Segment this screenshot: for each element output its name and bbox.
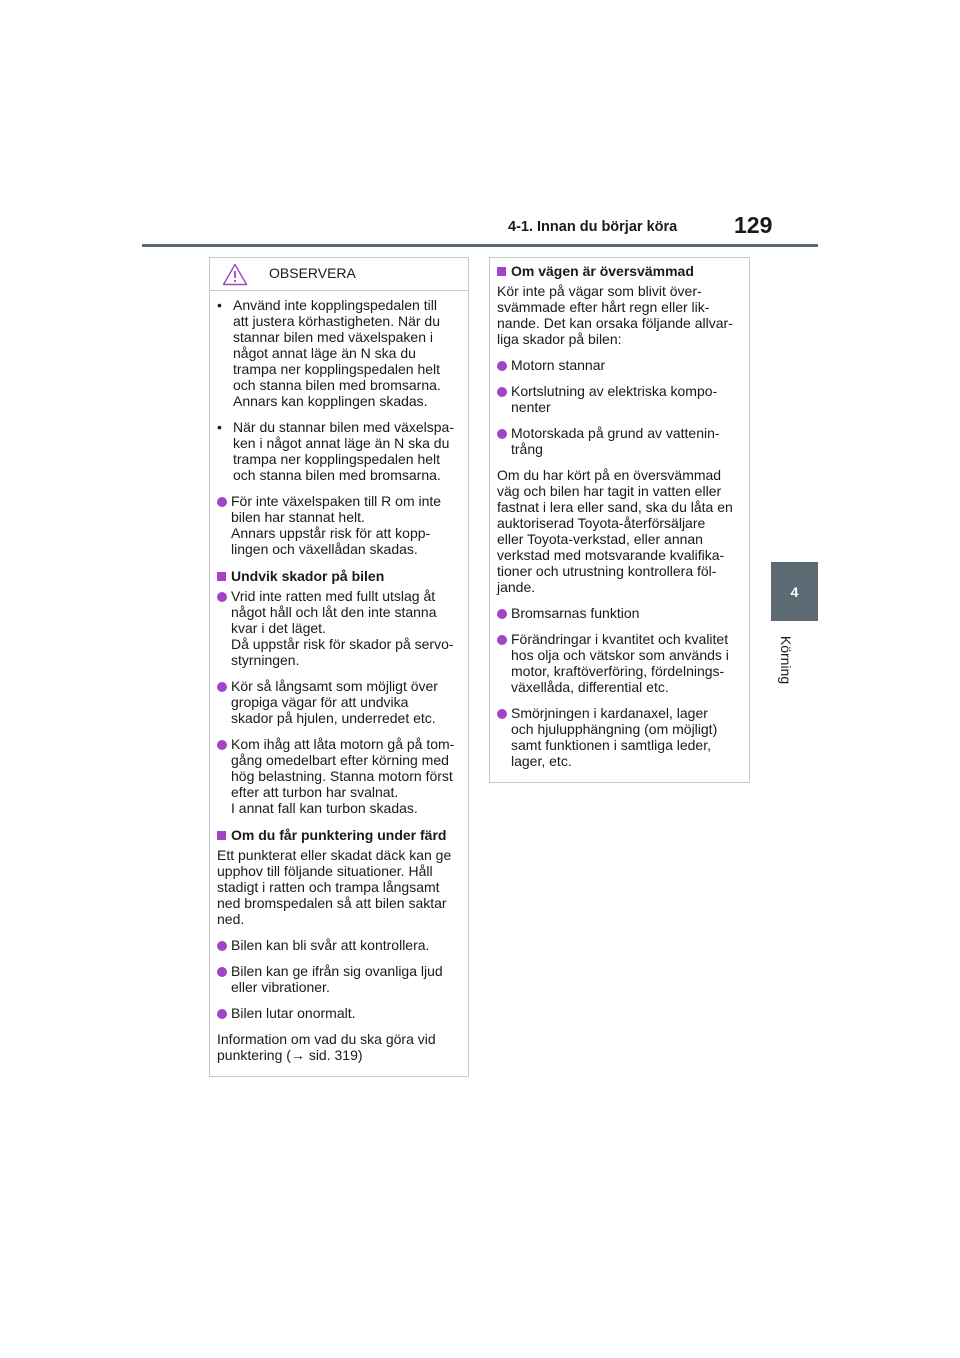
text-line: bilen har stannat helt.: [231, 509, 365, 525]
text-line: Information om vad du ska göra vid: [217, 1031, 436, 1047]
warning-triangle-icon: [222, 263, 248, 286]
text-line: ken i något annat läge än N ska du: [233, 435, 450, 451]
text-line: Annars kan kopplingen skadas.: [233, 393, 428, 409]
text-line: trång: [511, 441, 543, 457]
text-line: trampa ner kopplingspedalen helt: [233, 361, 441, 377]
text-line: liga skador på bilen:: [497, 331, 622, 347]
text-line: samt funktionen i samtliga leder,: [511, 737, 711, 753]
text-line: Bilen kan ge ifrån sig ovanliga ljud: [231, 963, 443, 979]
text-line: nenter: [511, 399, 551, 415]
square-bullet-icon: [217, 572, 226, 581]
paragraph: [497, 467, 742, 595]
text-line: När du stannar bilen med växelspa-: [233, 419, 455, 435]
bullet-icon: [497, 429, 507, 439]
list-item: • Använd inte kopplingspedalen till att justera körhastigheten. När du stannar bilen med växelspaken i något annat läge än N ska du trampa ner kopplingspedalen helt och stanna bilen med bromsarna. Annars kan kopplingen skadas.: [217, 297, 461, 409]
text-line: ned bromspedalen så att bilen saktar: [217, 895, 447, 911]
section-title: 4-1. Innan du börjar köra: [508, 219, 678, 235]
bullet-icon: [217, 967, 227, 977]
text-line: verkstad med motsvarande kvalifika-: [497, 547, 725, 563]
list-item: [497, 357, 742, 373]
square-bullet-icon: [217, 831, 226, 840]
list-item: • När du stannar bilen med växelspa- ken i något annat läge än N ska du trampa ner kopplingspedalen helt och stanna bilen med bromsarna.: [217, 419, 461, 483]
list-item: [497, 425, 742, 457]
list-item: [217, 493, 461, 557]
text-line: Kör inte på vägar som blivit över-: [497, 283, 702, 299]
text-line: väg och bilen har tagit in vatten eller: [497, 483, 722, 499]
text-line: Kom ihåg att låta motorn gå på tom-: [231, 736, 455, 752]
paragraph: [497, 283, 742, 347]
text-line: Om du har kört på en översvämmad: [497, 467, 722, 483]
header-rule: [142, 244, 818, 247]
bullet-icon: [497, 387, 507, 397]
text-line: hos olja och vätskor som används i: [511, 647, 729, 663]
text-line: och hjulupphängning (om möjligt): [511, 721, 718, 737]
bullet-icon: [497, 635, 507, 645]
text-line: eller vibrationer.: [231, 979, 330, 995]
text-line: trampa ner kopplingspedalen helt: [233, 451, 441, 467]
bullet-icon: [217, 740, 227, 750]
subheading: Undvik skador på bilen: [217, 568, 461, 584]
text-line: eller Toyota-verkstad, eller annan: [497, 531, 703, 547]
caution-title: OBSERVERA: [269, 265, 356, 281]
list-item: [497, 631, 742, 695]
text-line: och stanna bilen med bromsarna.: [233, 467, 441, 483]
page-number: 129: [734, 212, 773, 238]
text-line: ned.: [217, 911, 245, 927]
text-line: och stanna bilen med bromsarna.: [233, 377, 441, 393]
chapter-tab: 4: [771, 562, 818, 621]
bullet-icon: [497, 609, 507, 619]
text-line: stannar bilen med växelspaken i: [233, 329, 434, 345]
bullet-icon: [217, 592, 227, 602]
text-line: svämmade efter hårt regn eller lik-: [497, 299, 710, 315]
bullet-icon: [217, 1009, 227, 1019]
text-line: lingen och växellådan skadas.: [231, 541, 418, 557]
text-line: Vrid inte ratten med fullt utslag åt: [231, 588, 436, 604]
text-line: Förändringar i kvantitet och kvalitet: [511, 631, 729, 647]
caution-header: [210, 258, 468, 291]
text-line: Kör så långsamt som möjligt över: [231, 678, 438, 694]
text-line: nande. Det kan orsaka följande allvar-: [497, 315, 733, 331]
caution-content: [210, 297, 468, 1063]
list-item: [217, 963, 461, 995]
text-line: Bromsarnas funktion: [511, 605, 640, 621]
list-item: [497, 605, 742, 621]
text-line: skador på hjulen, underredet etc.: [231, 710, 436, 726]
paragraph: [217, 1031, 461, 1063]
text-line: styrningen.: [231, 652, 300, 668]
text-line: gropiga vägar för att undvika: [231, 694, 409, 710]
list-item: [217, 937, 461, 953]
list-item: [497, 705, 742, 769]
text-line: Motorn stannar: [511, 357, 606, 373]
square-bullet-icon: [497, 267, 506, 276]
text-line: Annars uppstår risk för att kopp-: [231, 525, 431, 541]
subheading: Om du får punktering under färd: [217, 827, 461, 843]
list-item: [217, 678, 461, 726]
text-line: gång omedelbart efter körning med: [231, 752, 449, 768]
bullet-icon: [217, 682, 227, 692]
text-line: lager, etc.: [511, 753, 572, 769]
subheading: Om vägen är översvämmad: [497, 263, 742, 279]
text-line: Bilen lutar onormalt.: [231, 1005, 356, 1021]
bullet-icon: [497, 709, 507, 719]
text-line: För inte växelspaken till R om inte: [231, 493, 442, 509]
flood-box: [489, 257, 750, 783]
bullet-icon: [217, 941, 227, 951]
text-line: Då uppstår risk för skador på servo-: [231, 636, 454, 652]
text-line: Kortslutning av elektriska kompo-: [511, 383, 718, 399]
bullet-icon: [497, 361, 507, 371]
paragraph: [217, 847, 461, 927]
text-line: att justera körhastigheten. När du: [233, 313, 441, 329]
text-line: Ett punkterat eller skadat däck kan ge: [217, 847, 452, 863]
text-line: Bilen kan bli svår att kontrollera.: [231, 937, 430, 953]
text-line: växellåda, differential etc.: [511, 679, 669, 695]
list-item: [217, 1005, 461, 1021]
text-line: upphov till följande situationer. Håll: [217, 863, 433, 879]
bullet-icon: [217, 497, 227, 507]
text-line: hög belastning. Stanna motorn först: [231, 768, 453, 784]
text-line: Motorskada på grund av vattenin-: [511, 425, 720, 441]
text-line: I annat fall kan turbon skadas.: [231, 800, 418, 816]
text-line: Smörjningen i kardanaxel, lager: [511, 705, 708, 721]
text-line: Använd inte kopplingspedalen till: [233, 297, 437, 313]
text-line: fastnat i lera eller sand, ska du låta en: [497, 499, 733, 515]
text-line: stadigt i ratten och trampa långsamt: [217, 879, 440, 895]
text-line: punktering (→ sid. 319): [217, 1047, 363, 1063]
list-item: [497, 383, 742, 415]
text-line: efter att turbon har svalnat.: [231, 784, 399, 800]
text-line: kvar i det läget.: [231, 620, 326, 636]
list-item: [217, 736, 461, 816]
text-line: jande.: [497, 579, 536, 595]
text-line: något annat läge än N ska du: [233, 345, 416, 361]
text-line: tioner och utrustning kontrollera föl-: [497, 563, 717, 579]
caution-box: [209, 257, 469, 1077]
text-line: auktoriserad Toyota-återförsäljare: [497, 515, 706, 531]
text-line: motor, kraftöverföring, fördelnings-: [511, 663, 725, 679]
flood-content: [490, 258, 749, 769]
chapter-tab-label: Körning: [778, 635, 794, 685]
list-item: [217, 588, 461, 668]
text-line: något håll och låt den inte stanna: [231, 604, 437, 620]
